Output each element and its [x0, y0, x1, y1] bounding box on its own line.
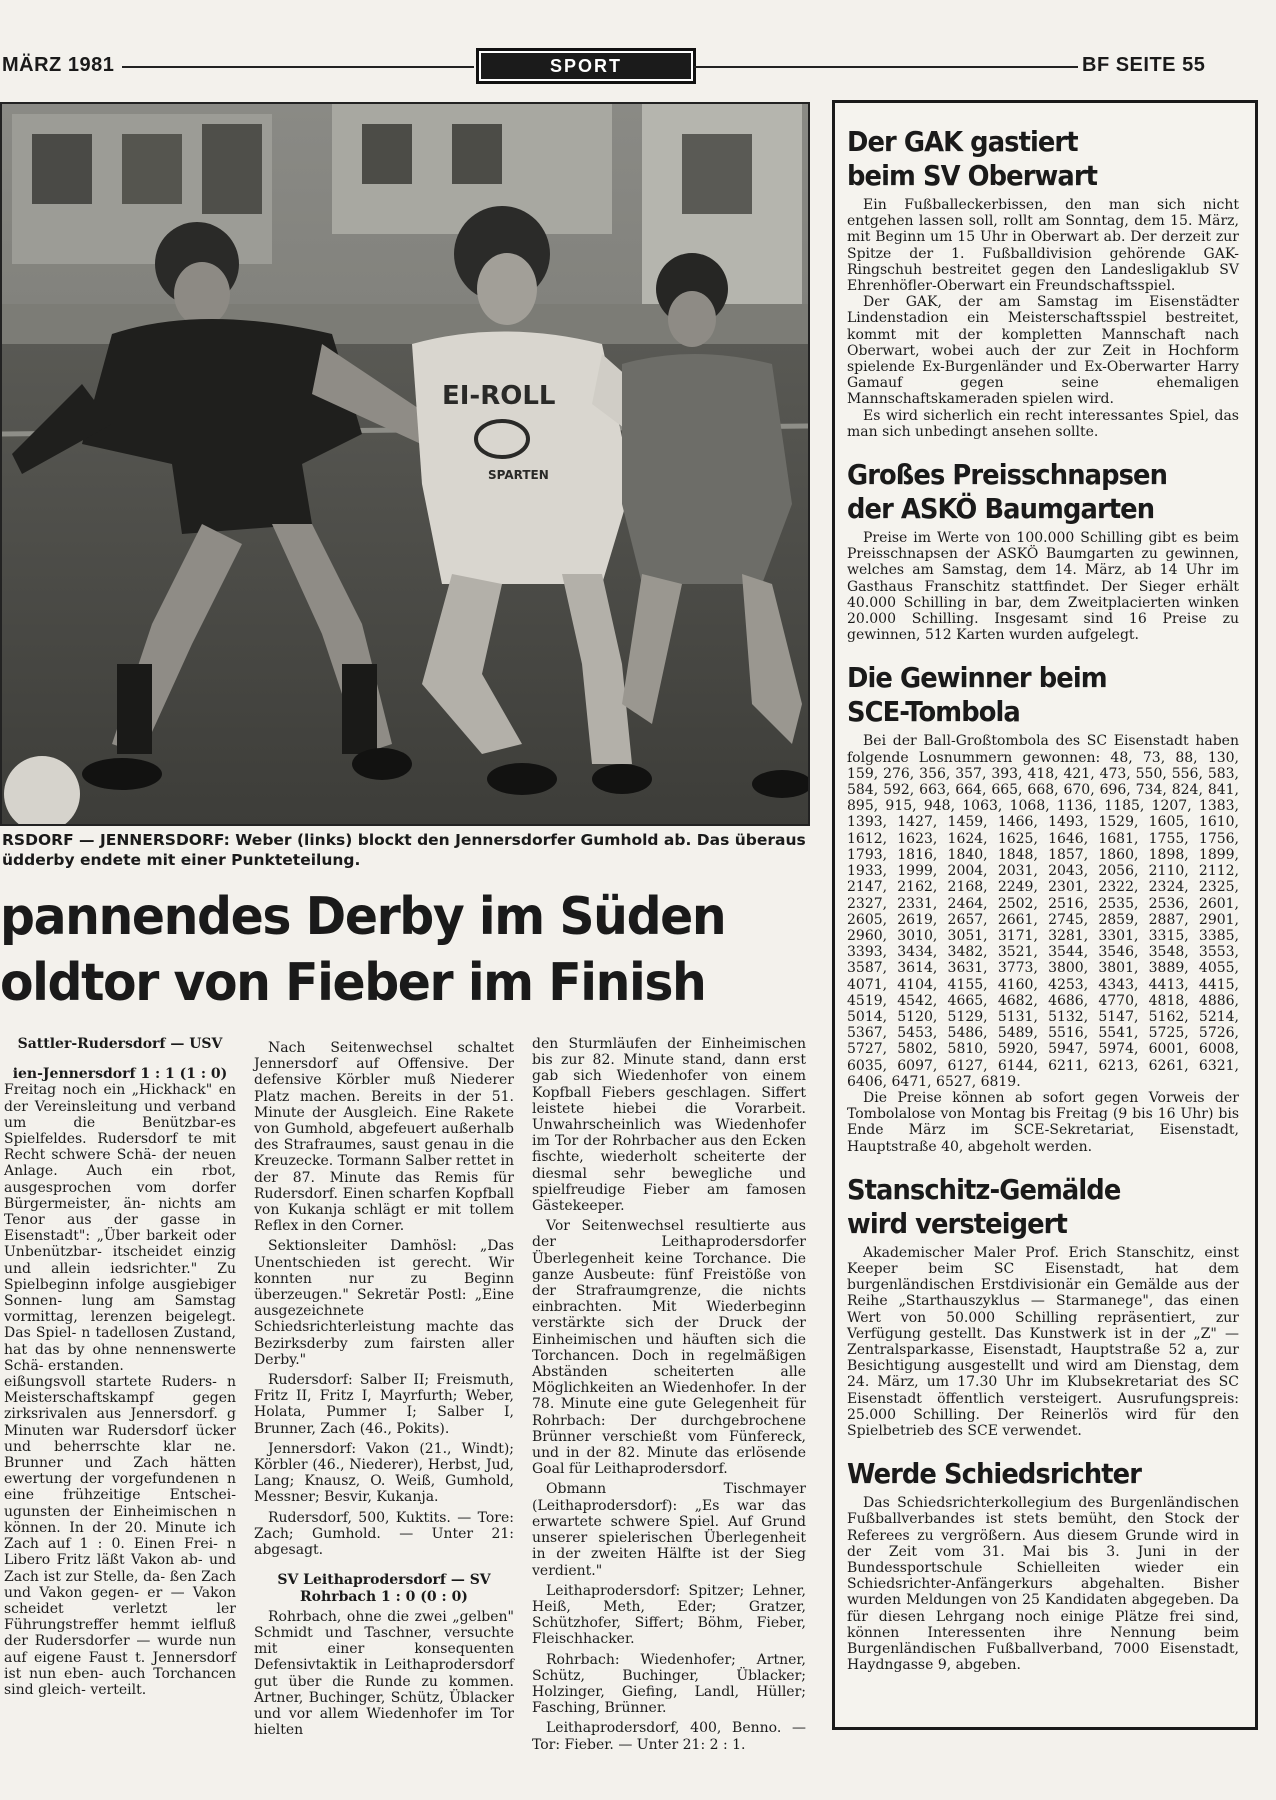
- article-paragraph: Jennersdorf: Vakon (21., Windt); Körbler (46., Niederer), Herbst, Jud, Lang; Knausz, O. Weiß, Gumhold, Messner; Besvir, Kukanja.: [254, 1440, 514, 1506]
- headline-line-1: pannendes Derby im Süden: [0, 887, 726, 947]
- article-paragraph: Obmann Tischmayer (Leithaprodersdorf): „Es war das erwartete schwere Spiel. Auf Grund unserer spielerischen Überlegenheit in der zweiten Hälfte ist der Sieg verdient.": [532, 1481, 806, 1579]
- sidebar-article-text: Akademischer Maler Prof. Erich Stanschitz, einst Keeper beim SC Eisenstadt, hat dem burgenländischen Erstdivisionär ein Gemälde aus der Reihe „Starthauszyklus — Starmanege", das einen Wert von 50.000 Schilling repräsentiert, zur Verfügung gestellt. Das Kunstwerk ist in der „Z" — Zentralsparkasse, Eisenstadt, Hauptstraße 52 a, zur Besichtigung ausgestellt und wird am Dienstag, dem 24. März, um 17.30 Uhr im Klubsekretariat des SC Eisenstadt öffentlich versteigert. Ausrufungspreis: 25.000 Schilling. Der Reinerlös wird für den Spielbetrieb des SCE verwendet.: [847, 1244, 1239, 1439]
- article-paragraph: Rohrbach: Wiedenhofer; Artner, Schütz, Buchinger, Üblacker; Holzinger, Giefing, Landl, Hüller; Fasching, Brünner.: [532, 1651, 806, 1717]
- sidebar-article-text: Das Schiedsrichterkollegium des Burgenländischen Fußballverbandes ist stets bemüht, den Stock der Referees zu vergrößern. Aus diesem Grunde wird in der Zeit vom 31. Mai bis 3. Juni in der Bundessportschule Schielleiten wieder ein Schiedsrichter-Anfängerkurs abgehalten. Bisher wurden Meldungen von 25 Kandidaten abgegeben. Da für diesen Lehrgang noch einige Plätze frei sind, können Interessenten ihre Nennung beim Burgenländischen Fußballverband, 7000 Eisenstadt, Haydngasse 9, abgeben.: [847, 1495, 1239, 1674]
- article-column-3: [532, 1036, 806, 1753]
- sidebar-article-title: Stanschitz-Gemälde: [847, 1172, 1121, 1206]
- article-paragraph: Leithaprodersdorf: Spitzer; Lehner, Heiß, Meth, Eder; Gratzer, Schützhofer, Siffert; Böhm, Fieber, Fleischhacker.: [532, 1582, 806, 1648]
- article-paragraph: Rudersdorf: Salber II; Freismuth, Fritz II, Fritz I, Mayrfurth; Weber, Holata, Pummer I; Salber I, Brunner, Zach (46., Pokits).: [254, 1372, 514, 1437]
- headline-line-2: oldtor von Fieber im Finish: [0, 953, 706, 1013]
- section-banner: [476, 48, 696, 84]
- page-number: BF SEITE 55: [1082, 54, 1206, 76]
- article-paragraph: Vor Seitenwechsel resultierte aus der Leithaprodersdorfer Überlegenheit keine Torchance. Die ganze Ausbeute: fünf Freistöße von der Strafraumgrenze, die nichts einbrachten. Mit Wiederbeginn verstärkte sich der Druck der Einheimischen und häuften sich die Torchancen. Doch in regelmäßigen Abständen scheiterten alle Möglichkeiten an Wiedenhofer. In der 78. Minute eine gute Gelegenheit für Rohrbach: Der durchgebrochene Brünner verschießt vom Fünfereck, und in der 82. Minute das erlösende Goal für Leithaprodersdorf.: [532, 1218, 806, 1478]
- jersey-text-small: SPARTEN: [488, 468, 549, 482]
- sidebar-article-title: der ASKÖ Baumgarten: [847, 492, 1155, 526]
- match-photo: [0, 102, 810, 826]
- sidebar-article-text: Der GAK, der am Samstag im Eisenstädter Lindenstadion ein Meisterschaftsspiel bestreitet, kommt mit der kompletten Mannschaft nach Oberwart, wobei auch der zur Zeit in Hochform spielende Ex-Burgenländer und Ex-Oberwarter Harry Gamauf gegen seine ehemaligen Mannschaftskameraden spielen wird.: [847, 294, 1239, 408]
- sidebar-article-text: Die Preise können ab sofort gegen Vorweis der Tombolalose von Montag bis Freitag (9 bis 16 Uhr) bis Ende März im SCE-Sekretariat, Eisenstadt, Hauptstraße 40, abgeholt werden.: [847, 1089, 1239, 1155]
- match-photo-illustration: [2, 104, 808, 824]
- article-paragraph: Rudersdorf, 500, Kuktits. — Tore: Zach; Gumhold. — Unter 21: abgesagt.: [254, 1509, 514, 1559]
- sidebar-article: [847, 661, 1239, 1154]
- sidebar-article-title: Großes Preisschnapsen: [847, 458, 1167, 492]
- sidebar-article-title: Der GAK gastiert: [847, 125, 1078, 158]
- photo-caption: RSDORF — JENNERSDORF: Weber (links) blockt den Jennersdorfer Gumhold ab. Das überaus üdderby endete mit einer Punkteteilung.: [2, 831, 806, 869]
- header-rule-left: [122, 66, 474, 68]
- article-paragraph: Nach Seitenwechsel schaltet Jennersdorf auf Offensive. Der defensive Körbler muß Niederer Platz machen. Bereits in der 51. Minute der Ausgleich. Eine Rakete von Gumhold, abgefeuert außerhalb des Strafraumes, saust genau in die Kreuzecke. Tormann Salber rettet in der 87. Minute das Remis für Rudersdorf. Einen scharfen Kopfball von Kukanja schlägt er mit tollem Reflex in den Corner.: [254, 1040, 514, 1235]
- sidebar-article: [847, 1173, 1239, 1439]
- sidebar-article: [847, 458, 1239, 643]
- match-title: Sattler-Rudersdorf — USV: [17, 1036, 223, 1052]
- sidebar-articles: [847, 125, 1239, 1691]
- article-paragraph: Leithaprodersdorf, 400, Benno. — Tor: Fieber. — Unter 21: 2 : 1.: [532, 1720, 806, 1753]
- sidebar-article-title: Die Gewinner beim: [847, 661, 1107, 695]
- article-column-1: [4, 1036, 236, 1698]
- article-paragraph: eißungsvoll startete Ruders- n Meisterschaftskampf gegen zirksrivalen aus Jennersdorf. g Minuten war Rudersdorf ücker und beherrschte klar ne. Brunner und Zach hätten ewertung der vorgefundenen n eine frühzeitige Entschei- ugunsten der Einheimischen n können. In der 20. Minute ich Zach auf 1 : 0. Einen Frei- n Libero Fritz läßt Vakon ab- und Zach ist zur Stelle, da- ßen Zach und Vakon gegen- er — Vakon scheidet verletzt ler Führungstreffer hemmt ielfluß der Rudersdorfer — wurde nun auf eigene Faust t. Jennersdorf ist nun eben- auch Torchancen sind gleich- verteilt.: [4, 1374, 236, 1698]
- sidebar-article-text: Es wird sicherlich ein recht interessantes Spiel, das man sich unbedingt ansehen sollte.: [847, 407, 1239, 440]
- article-paragraph: Rohrbach, ohne die zwei „gelben" Schmidt und Taschner, versuchte mit einer konsequenten Defensivtaktik in Leithaprodersdorf gut über die Runde zu kommen. Artner, Buchinger, Schütz, Üblacker und vor allem Wiedenhofer im Tor hielten: [254, 1608, 514, 1739]
- article-column-2: [254, 1036, 514, 1738]
- sidebar-article-text: Preise im Werte von 100.000 Schilling gibt es beim Preisschnapsen der ASKÖ Baumgarten zu gewinnen, welches am Samstag, dem 14. März, ab 14 Uhr im Gasthaus Franschitz stattfindet. Der Sieger erhält 40.000 Schilling in bar, dem Zweitplacierten winken 20.000 Schilling. Insgesamt sind 16 Preise zu gewinnen, 512 Karten wurden aufgelegt.: [847, 530, 1239, 644]
- sidebar-article: [847, 1457, 1239, 1673]
- news-sidebar: [832, 100, 1258, 1730]
- header-rule-right: [694, 66, 1078, 68]
- jersey-text-sponsor: EI-ROLL: [442, 381, 556, 411]
- sidebar-article: [847, 125, 1239, 440]
- match-title: SV Leithaprodersdorf — SV Rohrbach 1 : 0 (0 : 0): [277, 1572, 491, 1605]
- sidebar-article-text: Bei der Ball-Großtombola des SC Eisenstadt haben folgende Losnummern gewonnen: 48, 73, 88, 130, 159, 276, 356, 357, 393, 418, 421, 473, 550, 556, 583, 584, 592, 663, 664, 665, 668, 670, 696, 734, 824, 841, 895, 915, 948, 1063, 1068, 1136, 1185, 1207, 1383, 1393, 1427, 1459, 1466, 1493, 1529, 1605, 1610, 1612, 1623, 1624, 1625, 1646, 1681, 1755, 1756, 1793, 1816, 1840, 1848, 1857, 1860, 1898, 1899, 1933, 1999, 2004, 2031, 2043, 2056, 2110, 2112, 2147, 2162, 2168, 2249, 2301, 2322, 2324, 2325, 2327, 2331, 2464, 2502, 2516, 2535, 2536, 2601, 2605, 2619, 2657, 2661, 2745, 2859, 2887, 2901, 2960, 3010, 3051, 3171, 3281, 3301, 3315, 3385, 3393, 3434, 3482, 3521, 3544, 3546, 3548, 3553, 3587, 3614, 3631, 3773, 3800, 3801, 3889, 4055, 4071, 4104, 4155, 4160, 4253, 4343, 4413, 4415, 4519, 4542, 4665, 4682, 4686, 4770, 4818, 4886, 5014, 5120, 5129, 5131, 5132, 5147, 5162, 5214, 5367, 5453, 5486, 5489, 5516, 5541, 5725, 5726, 5727, 5802, 5810, 5920, 5947, 5974, 6001, 6008, 6035, 6097, 6127, 6144, 6211, 6213, 6261, 6321, 6406, 6471, 6527, 6819.: [847, 733, 1239, 1090]
- sidebar-article-title: SCE-Tombola: [847, 695, 1020, 729]
- sidebar-article-title: beim SV Oberwart: [847, 159, 1098, 192]
- article-paragraph: Freitag noch ein „Hickhack" en der Vereinsleitung und verband um die Benützbar-es Spielfeldes. Rudersdorf te mit Recht schwere Schä- der neuen Anlage. Auch ein rbot, ausgesprochen vom dorfer Bürgermeister, än- nichts am Tenor aus der gasse in Eisenstadt": „Über barkeit oder Unbenützbar- itscheidet einzig und allein iedsrichter." Zu Spielbeginn infolge ausgiebiger Sonnen- lung am Samstag vormittag, lerenzen beigelegt. Das Spiel- n tadellosen Zustand, hat das by ohne nennenswerte Schä- erstanden.: [4, 1082, 236, 1374]
- sidebar-article-title: wird versteigert: [847, 1206, 1067, 1240]
- match-title: ien-Jennersdorf 1 : 1 (1 : 0): [12, 1066, 228, 1083]
- section-label: SPORT: [481, 53, 691, 79]
- sidebar-article-title: Werde Schiedsrichter: [847, 1457, 1142, 1491]
- article-paragraph: Sektionsleiter Damhösl: „Das Unentschieden ist gerecht. Wir konnten nur zu Beginn überzeugen." Sekretär Postl: „Eine ausgezeichnete Schiedsrichterleistung machte das Bezirksderby zum fairsten aller Derby.": [254, 1238, 514, 1368]
- article-paragraph: den Sturmläufen der Einheimischen bis zur 82. Minute stand, dann erst gab sich Wiedenhofer von einem Kopfball Fiebers geschlagen. Siffert leistete hiebei die Vorarbeit. Unwahrscheinlich was Wiedenhofer im Tor der Rohrbacher aus den Ecken fischte, wiederholt scheiterte der diesmal sehr bewegliche und spielfreudige Fieber am famosen Gästekeeper.: [532, 1036, 806, 1215]
- sidebar-article-text: Ein Fußballeckerbissen, den man sich nicht entgehen lassen soll, rollt am Sonntag, dem 15. März, mit Beginn um 15 Uhr in Oberwart ab. Der derzeit zur Spitze der 1. Fußballdivision gehörende GAK-Ringschuh bestreitet gegen den Landesligaklub SV Ehrenhöfler-Oberwart ein Freundschaftsspiel.: [847, 197, 1239, 295]
- issue-date: MÄRZ 1981: [2, 54, 115, 76]
